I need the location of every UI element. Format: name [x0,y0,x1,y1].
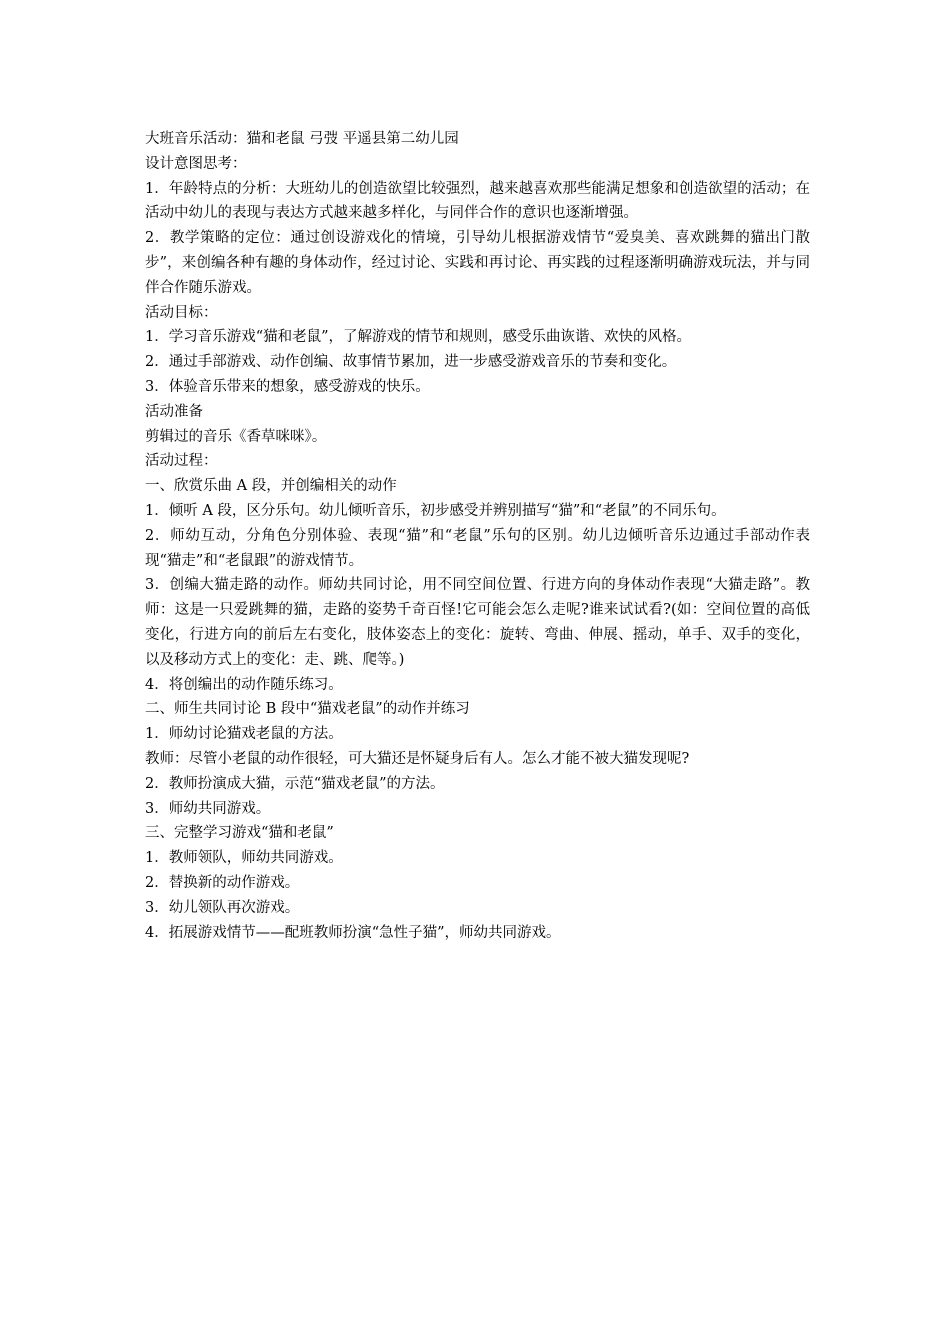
paragraph: 3．体验音乐带来的想象，感受游戏的快乐。 [145,378,430,395]
section-heading-process: 活动过程： [145,453,218,470]
paragraph: 3．创编大猫走路的动作。师幼共同讨论，用不同空间位置、行进方向的身体动作表现“大猫走路”。教师：这是一只爱跳舞的猫，走路的姿势千奇百怪!它可能会怎么走呢?谁来试试看?(如：空间位置的高低变化，行进方向的前后左右变化，肢体姿态上的变化：旋转、弯曲、伸展、摇动，单手、双手的变化，以及移动方式上的变化：走、跳、爬等。) [145,577,810,668]
paragraph: 4．拓展游戏情节——配班教师扮演“急性子猫”，师幼共同游戏。 [145,924,561,941]
paragraph: 1．年龄特点的分析：大班幼儿的创造欲望比较强烈，越来越喜欢那些能满足想象和创造欲望的活动；在活动中幼儿的表现与表达方式越来越多样化，与同伴合作的意识也逐渐增强。 [145,180,810,222]
document-title: 大班音乐活动：猫和老鼠 弓弢 平遥县第二幼儿园 [145,131,459,147]
section-heading-goals: 活动目标： [145,304,218,321]
paragraph: 2．教学策略的定位：通过创设游戏化的情境，引导幼儿根据游戏情节“爱臭美、喜欢跳舞的猫出门散步”，来创编各种有趣的身体动作，经过讨论、实践和再讨论、再实践的过程逐渐明确游戏玩法，并与同伴合作随乐游戏。 [145,230,810,296]
section-heading-preparation: 活动准备 [145,403,203,420]
subheading: 二、师生共同讨论 B 段中“猫戏老鼠”的动作并练习 [145,701,470,718]
subheading: 三、完整学习游戏“猫和老鼠” [145,825,334,842]
paragraph: 2．通过手部游戏、动作创编、故事情节累加，进一步感受游戏音乐的节奏和变化。 [145,354,677,371]
paragraph: 2．教师扮演成大猫，示范“猫戏老鼠”的方法。 [145,775,445,792]
paragraph: 3．师幼共同游戏。 [145,800,271,817]
section-heading-design: 设计意图思考： [145,155,247,172]
document-body [145,127,810,945]
subheading: 一、欣赏乐曲 A 段，并创编相关的动作 [145,478,397,495]
paragraph: 教师：尽管小老鼠的动作很轻，可大猫还是怀疑身后有人。怎么才能不被大猫发现呢? [145,750,690,767]
paragraph: 1．倾听 A 段，区分乐句。幼儿倾听音乐，初步感受并辨别描写“猫”和“老鼠”的不同乐句。 [145,502,726,519]
paragraph: 1．师幼讨论猫戏老鼠的方法。 [145,726,343,743]
paragraph: 2．替换新的动作游戏。 [145,874,300,891]
paragraph: 剪辑过的音乐《香草咪咪》。 [145,428,327,445]
paragraph: 2．师幼互动，分角色分别体验、表现“猫”和“老鼠”乐句的区别。幼儿边倾听音乐边通过手部动作表现“猫走”和“老鼠跟”的游戏情节。 [145,527,810,569]
paragraph: 1．学习音乐游戏“猫和老鼠”，了解游戏的情节和规则，感受乐曲诙谐、欢快的风格。 [145,329,692,346]
paragraph: 4．将创编出的动作随乐练习。 [145,676,343,693]
paragraph: 1．教师领队，师幼共同游戏。 [145,850,343,867]
paragraph: 3．幼儿领队再次游戏。 [145,899,300,916]
